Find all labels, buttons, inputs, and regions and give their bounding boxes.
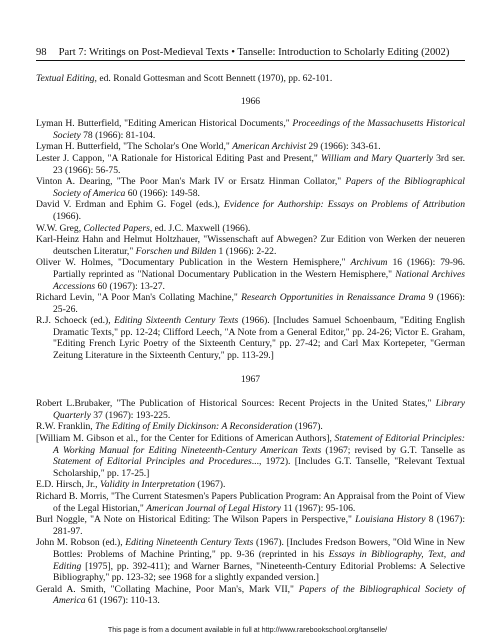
- bibliography-entry: Vinton A. Dearing, "The Poor Man's Mark IV or Ersatz Hinman Collator," Papers of the Bibliographical Society of America 60 (1966): 149-58.: [36, 176, 465, 199]
- bibliography-entry: Lyman H. Butterfield, "Editing American Historical Documents," Proceedings of the Massachusetts Historical Society 78 (1966): 81-104.: [36, 118, 465, 141]
- bibliography-entry: John M. Robson (ed.), Editing Nineteenth Century Texts (1967). [Includes Fredson Bowers, "Old Wine in New Bottles: Problems of Machine Printing," pp. 9-36 (reprinted in his Essays in Bibliography, Text, and Editing [1975], pp. 392-411); and Warner Barnes, "Nineteenth-Century Editorial Problems: A Selective Bibliography," pp. 123-32; see 1968 for a slightly expanded version.]: [36, 537, 465, 584]
- year-heading-1966: 1966: [240, 95, 261, 107]
- bibliography-entry: E.D. Hirsch, Jr., Validity in Interpretation (1967).: [36, 479, 226, 491]
- running-head-text: Part 7: Writings on Post-Medieval Texts • Tanselle: Introduction to Scholarly Editing (2002): [58, 47, 450, 58]
- bibliography-content: [36, 73, 465, 607]
- entries-1966: [36, 118, 465, 361]
- bibliography-entry: Oliver W. Holmes, "Documentary Publication in the Western Hemisphere," Archivum 16 (1966): 79-96. Partially reprinted as "National Documentary Publication in the Western Hemisphere," National Archives Accessions 60 (1967): 13-27.: [36, 257, 466, 292]
- page-number: 98: [36, 47, 47, 58]
- entries-1967: [36, 398, 465, 607]
- year-heading-1967: 1967: [240, 373, 261, 385]
- bibliography-entry: W.W. Greg, Collected Papers, ed. J.C. Maxwell (1966).: [36, 222, 251, 234]
- bibliography-entry: Karl-Heinz Hahn and Helmut Holtzhauer, "Wissenschaft auf Abwegen? Zur Edition von Werken der neueren deutschen Literatur," Forschen und Bilden 1 (1966): 2-22.: [36, 234, 465, 257]
- continuation-entry: Textual Editing, ed. Ronald Gottesman and Scott Bennett (1970), pp. 62-101.: [36, 73, 333, 84]
- bibliography-entry: Richard Levin, "A Poor Man's Collating Machine," Research Opportunities in Renaissance Drama 9 (1966): 25-26.: [36, 292, 465, 315]
- bibliography-entry: Lyman H. Butterfield, "The Scholar's One World," American Archivist 29 (1966): 343-61.: [36, 141, 381, 153]
- running-head: [36, 46, 465, 61]
- bibliography-entry: Burl Noggle, "A Note on Historical Editing: The Wilson Papers in Perspective," Louisiana History 8 (1967): 281-97.: [36, 514, 465, 537]
- bibliography-entry: David V. Erdman and Ephim G. Fogel (eds.), Evidence for Authorship: Essays on Problems of Attribution (1966).: [36, 199, 465, 222]
- bibliography-entry: Lester J. Cappon, "A Rationale for Historical Editing Past and Present," William and Mary Quarterly 3rd ser. 23 (1966): 56-75.: [36, 152, 466, 176]
- bibliography-entry: Richard B. Morris, "The Current Statesmen's Papers Publication Program: An Appraisal from the Point of View of the Legal Historian," American Journal of Legal History 11 (1967): 95-106.: [36, 491, 465, 514]
- bibliography-entry: R.W. Franklin, The Editing of Emily Dickinson: A Reconsideration (1967).: [36, 421, 323, 433]
- bibliography-entry: R.J. Schoeck (ed.), Editing Sixteenth Century Texts (1966). [Includes Samuel Schoenbaum, "Editing English Dramatic Texts," pp. 12-24; Clifford Leech, "A Note from a General Editor," pp. 24-26; Victor E. Graham, "Editing French Lyric Poetry of the Sixteenth Century," pp. 27-42; and Carl Max Kortepeter, "German Zeitung Literature in the Sixteenth Century," pp. 113-29.]: [36, 315, 465, 362]
- page-footer: This page is from a document available in full at http://www.rarebookschool.org/tanselle/: [107, 625, 388, 634]
- bibliography-entry: Robert L.Brubaker, "The Publication of Historical Sources: Recent Projects in the United States," Library Quarterly 37 (1967): 193-225.: [36, 398, 465, 421]
- bibliography-entry: [William M. Gibson et al., for the Center for Editions of American Authors], Statement of Editorial Principles: A Working Manual for Editing Nineteenth-Century American Texts (1967; revised by G.T. Tanselle as Statement of Editorial Principles and Procedures..., 1972). [Includes G.T. Tanselle, "Relevant Textual Scholarship," pp. 17-25.]: [36, 433, 465, 479]
- bibliography-entry: Gerald A. Smith, "Collating Machine, Poor Man's, Mark VII," Papers of the Bibliographical Society of America 61 (1967): 110-13.: [36, 583, 465, 607]
